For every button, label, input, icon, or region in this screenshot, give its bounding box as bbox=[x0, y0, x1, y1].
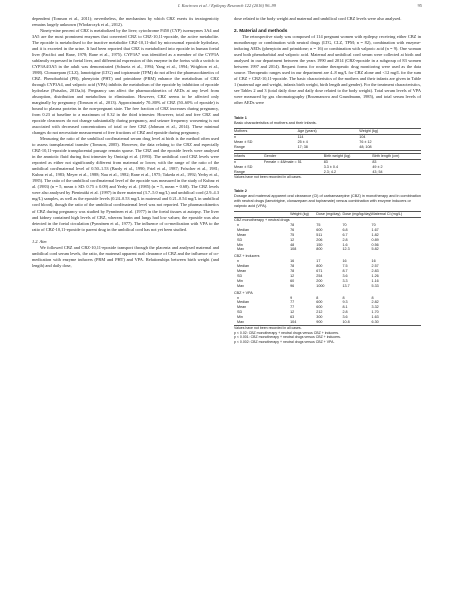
table2-header: Weight (kg) Dose (mg/day) Dose (mg/kg/day) Maternal Cl (mg/L) bbox=[234, 212, 421, 218]
table2-group-header: CBZ + VPA bbox=[234, 290, 253, 295]
table-row: n 9 8 8 8 bbox=[237, 295, 374, 300]
table-row: Median 76 600 6.8 1.67 bbox=[237, 227, 379, 232]
journal-citation: I. Kacirova et al. / Epilepsy Research 122 (2016) 96–99 bbox=[177, 3, 277, 8]
left-column bbox=[32, 16, 219, 269]
table-row: Mean 77 600 8.1 3.32 bbox=[237, 305, 379, 310]
table-1-infants bbox=[234, 153, 421, 176]
right-paragraph-2: The retrospective study was composed of 114 pregnant women with epilepsy receiving either CBZ in monotherapy or combination with neutral drugs (LTG, CLZ, TPM; n = 82), combination with enzyme-inducing AEDs (phenytoin and primidone; n = 16) or combination with valproic acid (n = 9). One woman used both phenobarbital and valproic acid. Maternal and umbilical cord serum were collected at birth and analysed in our department between the years 1990 and 2014 (CBZ-epoxide in a subgroup of 83 women between 1997 and 2014). Request forms for routine therapeutic drug monitoring were used as the data source. Therapeutic ranges used in our department are 4–8 mg/L for CBZ alone and <12 mg/L for the sum of CBZ + CBZ-10,11-epoxide. The basic characteristics of the mothers and their infants are given in Table 1 (maternal age and weight, infants birth weight, birth length and gender). For the treatment characteristics, see Tables 2 and 3 (total daily dose and daily dose related to the body weight). Total serum levels of VPA were measured by gas chromatography (Brozmanova and Grundmann, 1985), and total serum levels of other AEDs were bbox=[234, 34, 421, 106]
table-row: Mean ± SD 25 ± 4 76 ± 12 bbox=[234, 140, 372, 145]
right-column bbox=[234, 16, 421, 344]
table-row: Min 48 150 1.6 0.56 bbox=[237, 242, 379, 247]
table-row: n 78 75 70 70 bbox=[237, 222, 376, 227]
page-number: 95 bbox=[417, 3, 422, 8]
table-row: Mean 75 511 6.7 1.82 bbox=[237, 232, 379, 237]
section-heading-aim: 1.2. Aim bbox=[32, 238, 47, 244]
table1-caption: Table 1 Basic characteristics of mothers and their infants. bbox=[234, 116, 317, 126]
right-paragraph-1: dose related to the body weight and maternal and umbilical cord CBZ levels were also analysed. bbox=[234, 16, 402, 21]
table-row: SD 12 212 2.8 1.70 bbox=[237, 310, 379, 315]
table2-caption: Table 2 Dosage and maternal apparent oral clearance (Cl) of carbamazepine (CBZ) in monotherapy and in combination with neutral drugs (lamotrigine, clonazepam and topiramate) versus combination with enzyme inducers or valproic acid (VPA). bbox=[234, 189, 421, 209]
table-row: Median 78 800 7.5 2.57 bbox=[237, 264, 379, 269]
running-header bbox=[32, 3, 422, 11]
table-row: Mean ± SD 3.3 ± 0.4 49 ± 2 bbox=[234, 164, 383, 169]
table-row: Max 104 900 10.8 6.30 bbox=[237, 320, 379, 325]
table-1 bbox=[234, 128, 421, 151]
table1-footnote: Values have not been recorded in all cases. bbox=[234, 175, 302, 180]
table-row: n 114 104 bbox=[234, 135, 366, 140]
table-row: Max 108 800 12.3 5.82 bbox=[237, 247, 379, 252]
table-row: SD 12 206 2.8 0.89 bbox=[237, 237, 379, 242]
table-row: Range 17; 38 48; 108 bbox=[234, 145, 421, 150]
table1-mothers-header: Mothers Age (years) Weight (kg) bbox=[234, 129, 421, 135]
table1-infants-header: Infants Gender Birth weight (kg) Birth length (cm) bbox=[234, 153, 421, 159]
table2-footnote: p < 0.02: CBZ monotherapy + neutral drugs versus CBZ + inducers. bbox=[234, 330, 339, 335]
table-2 bbox=[234, 211, 421, 325]
table-row: n Female = 48/male = 51 83 83 bbox=[234, 159, 377, 164]
table-row: Min 60 200 3.3 1.16 bbox=[237, 278, 379, 283]
section-heading-methods: 2. Material and methods bbox=[234, 28, 288, 34]
left-paragraph-3: Measuring the ratio of the umbilical cord/maternal serum drug level at birth is the method often used to assess transplacental transfer (Tomson, 2005). However, the data relating to the CBZ and especially CBZ-10,11-epoxide transplacental passage remain sparse. The CBZ and the epoxide levels were analysed in the amniotic fluid during first trimester by Omtzigt et al. (1993). The umbilical cord CBZ levels were reported as either not significantly different from maternal or lower, with the range of the ratio of the umbilical cord/maternal level of 0.50–1.53 (Bardy et al., 1990; Friel et al., 1987; Fröscher et al., 1981; Kuhnz et al., 1983; Meyer et al., 1988; Nau et al., 1982; Rane et al., 1975; Takeda et al., 1992; Yerby et al., 1985). The ratio of the umbilical cord/maternal level of the epoxide was measured in the study of Kuhnz et al. (1983) (n = 5, mean ± SD: 0.75 ± 0.09) and Yerby et al. (1985) (n = 5, mean = 0.68). The CBZ levels were also analysed by Pienimäki et al. (1997) in three maternal (3.7–5.0 mg/L) and umbilical cord (2.9–4.3 mg/L) samples, as well as the epoxide levels (0.24–0.53 mg/L in maternal and 0.21–0.54 mg/L in umbilical cord blood), though the ratio of the umbilical cord/maternal level was not reported. The pharmacokinetics of CBZ during pregnancy was studied by Pynnönen et al. (1977) in the foetal tissues at autopsy. The liver and kidney contained high levels of CBZ, whereas brain and lungs had low values; the epoxide was also detected in the foetal circulation (Pynnönen et al., 1977). The influence of co-medication with VPA to the ratio of CBZ-10,11-epoxide to parent drug in the umbilical cord has not yet been studied. bbox=[32, 136, 219, 232]
table-row: Min 63 300 3.6 1.63 bbox=[237, 315, 379, 320]
table-row: Max 96 1000 13.7 5.33 bbox=[237, 283, 379, 288]
left-paragraph-1: dependent (Tomson et al., 2011); nevertheless, the mechanism by which CBZ exerts its teratogenicity remains largely unknown (Wlodarczyk et al., 2012). bbox=[32, 16, 219, 28]
table-row: Range 2.3; 4.2 43; 54 bbox=[234, 170, 421, 175]
table2-group-header: CBZ monotherapy + neutral drugs bbox=[234, 217, 290, 222]
left-paragraph-4: We followed CBZ and CBZ-10,11-epoxide transport through the placenta and analysed maternal and umbilical cord serum levels, the ratio, the maternal apparent oral clearance of CBZ and the influence of co-medication with enzyme inducers (PRM and PHT) and VPA. Relationships between birth weight (and length) and daily dose, bbox=[32, 244, 219, 268]
table-row: n 16 17 16 16 bbox=[237, 259, 376, 264]
table2-footnote: p < 0.002: CBZ monotherapy + neutral drugs versus CBZ + VPA. bbox=[234, 339, 335, 344]
left-paragraph-2: Ninety-nine percent of CBZ is metabolized by the liver; cytochrome P450 (CYP) isoenzymes 3A4 and 3A5 are the most prominent enzymes that converted CBZ to CBZ-10,11-epoxide, the active metabolite. The epoxide is metabolised to the inactive metabolite CBZ-10,11-diol by microsomal epoxide hydrolase, and it is excreted in the urine. It had been reported that CBZ is metabolized into epoxide in human foetal liver (Pacifici and Rane, 1978; Rane et al., 1975). CYP3A7 was identified as a member of the CYP3A subfamily expressed in foetal liver, and differential expression of this enzyme in the foetus with a switch to CYP3A4/3A5 in the adult was demonstrated (Schuetz et al., 1994; Yang et al., 1994; Wrighton et al., 1988). Clonazepam (CLZ), lamotrigine (LTG) and topiramate (TPM) do not affect the pharmacokinetics of CBZ. Phenobarbital (PB), phenytoin (PHT) and primidone (PRM) enhance the metabolism of CBZ through CYP3A4, and valproic acid (VPA) inhibits the metabolism of the epoxide by inhibition of epoxide hydrolase (Patsalos, 2013a,b). Pregnancy can affect the pharmacokinetics of AEDs at any level from absorption, distribution and metabolism to elimination. However, CBZ seems to be affected only marginally by pregnancy (Tomson et al., 2013). Approximately 70–80% of CBZ (50–60% of epoxide) is bound to plasma proteins in the non-pregnant state. The free fraction of CBZ increases during pregnancy, from 0.23 at baseline to a maximum of 0.32 in the third trimester. However, total and free CBZ and epoxide clearances do not change substantially during pregnancy, and seizure frequency worsening is not associated with decreased concentrations of total or free CBZ (Johnson et al., 2014). These minimal changes do not necessitate measurement of free fractions of CBZ and epoxide during pregnancy. bbox=[32, 28, 219, 136]
table-row: Mean 78 671 8.7 2.83 bbox=[237, 269, 379, 274]
table2-footnotes bbox=[234, 325, 421, 344]
table2-footnote: Values have not been recorded in all cases. bbox=[234, 326, 302, 330]
table-row: SD 12 254 3.6 1.26 bbox=[237, 273, 379, 278]
table-row: Median 77 600 9.3 2.82 bbox=[237, 300, 379, 305]
table2-footnote: p < 0.001: CBZ monotherapy + neutral drugs versus CBZ + inducers. bbox=[234, 335, 341, 340]
table2-group-header: CBZ + inducers bbox=[234, 254, 260, 259]
